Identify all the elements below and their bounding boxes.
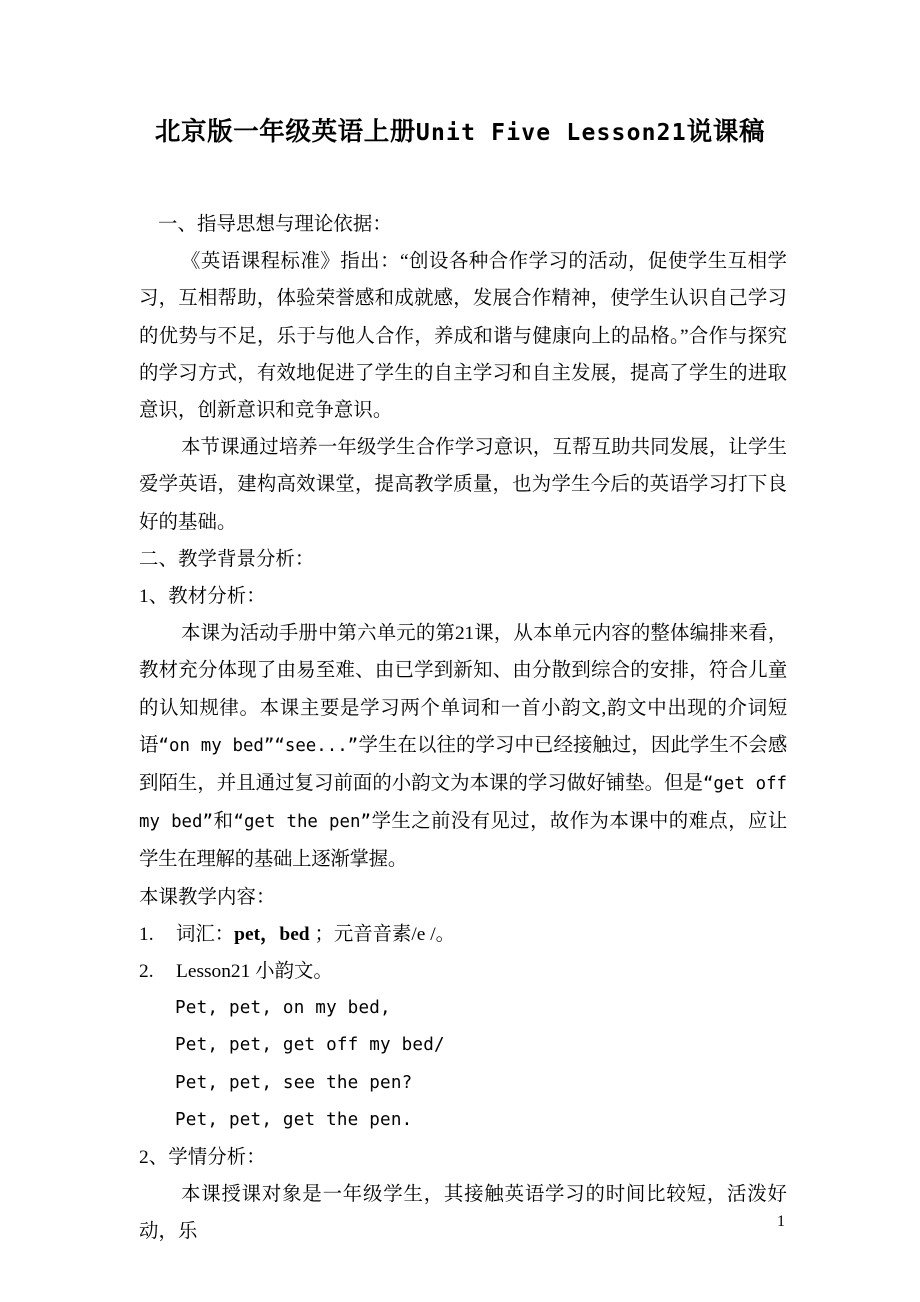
material-analysis-conjunction: 和 [212,811,234,833]
rhyme-line: Pet, pet, see the pen? [175,1072,413,1093]
rhyme-line: Pet, pet, on my bed, [175,998,391,1019]
vocabulary-words: pet，bed [234,923,310,945]
rhyme-block [139,990,787,1139]
page-title [0,115,920,150]
quote-get-the-pen: “get the pen” [233,812,371,833]
quote-on-my-bed: “on my bed” [158,735,275,756]
quote-see: “see...” [274,735,359,756]
list-item-label-post: 小韵文。 [250,961,333,983]
subsection-heading-student-analysis: 2、学情分析： [139,1147,266,1169]
quote-get-off-my-bed: “get off my bed” [139,774,788,833]
page-title-cn-suffix: 说课稿 [686,118,766,147]
page-title-cn-prefix: 北京版一年级英语上册 [154,118,416,147]
document-body [139,206,787,1251]
list-item [139,953,787,990]
section-heading-teaching-background: 二、教学背景分析： [139,548,315,570]
list-item-marker: 2. [139,961,154,983]
paragraph-student-analysis: 本课授课对象是一年级学生，其接触英语学习的时间比较短，活泼好动，乐 [139,1184,787,1243]
page-title-en: Unit Five Lesson21 [415,120,687,147]
heading-lesson-content: 本课教学内容： [139,886,276,908]
paragraph-curriculum-standard: 《英语课程标准》指出：“创设各种合作学习的活动，促使学生互相学习，互相帮助，体验荣誉感和成就感，发展合作精神，使学生认识自己学习的优势与不足，乐于与他人合作，养成和谐与健康向上的品格。”合作与探究的学习方式，有效地促进了学生的自主学习和自主发展，提高了学生的进取意识，创新意识和竞争意识。 [139,251,787,422]
material-analysis-text-a: 本课为活动手册中第六单元的第21课，从本单元内容的整体编排来看，教材充分体现了由易至难、由已学到新知、由分散到综合的安排，符合儿童的认知规律。本课主要是学习两个单词和一首小韵文,韵文中出现的介词短语 [139,623,787,756]
list-item [139,916,787,953]
material-analysis-text-c: 学生之前没有见过，故作为本课中的难点，应让学生在理解的基础上逐渐掌握。 [139,811,788,871]
rhyme-line: Pet, pet, get the pen. [175,1109,413,1130]
list-item-label-post: ；元音音素/e /。 [309,923,456,945]
list-item-label-pre: 词汇： [176,923,235,945]
subsection-heading-material-analysis: 1、教材分析： [139,586,266,608]
page-number [0,1212,920,1232]
lesson-content-list [139,916,787,990]
paragraph-material-analysis [139,615,787,878]
material-analysis-text-b: 学生在以往的学习中已经接触过，因此学生不会感到陌生，并且通过复习前面的小韵文为本课的学习做好铺垫。但是 [139,734,788,795]
page-number-value: 1 [777,1213,785,1230]
paragraph-lesson-purpose: 本节课通过培养一年级学生合作学习意识，互帮互助共同发展，让学生爱学英语，建构高效课堂，提高教学质量，也为学生今后的英语学习打下良好的基础。 [139,437,787,533]
section-heading-guiding-ideology: 一、指导思想与理论依据： [158,214,392,235]
list-item-marker: 1. [139,923,154,945]
lesson-rhyme-name: Lesson21 [176,961,251,983]
rhyme-line: Pet, pet, get off my bed/ [175,1035,445,1056]
